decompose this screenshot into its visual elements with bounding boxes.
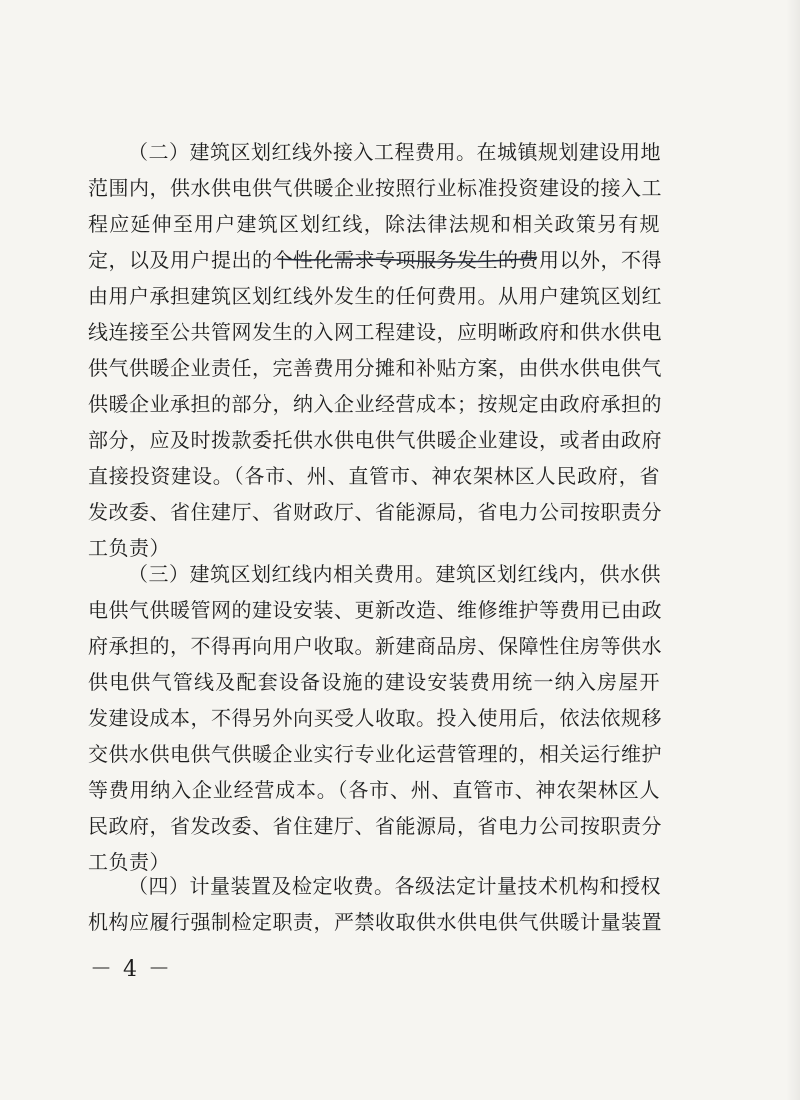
paragraph-metering-devices-fees [88,868,660,940]
paragraph-line: 电供气供暖管网的建设安装、更新改造、维修维护等费用已由政 [88,598,662,622]
paragraph-line: 发改委、省住建厅、省财政厅、省能源局，省电力公司按职责分 [88,500,662,524]
paragraph-line: （四）计量装置及检定收费。各级法定计量技术机构和授权 [128,874,661,898]
paragraph-line: 部分，应及时拨款委托供水供电供气供暖企业建设，或者由政府 [88,428,662,452]
paragraph-line: 发建设成本，不得另外向买受人收取。投入使用后，依法依规移 [88,706,662,730]
paragraph-line: （二）建筑区划红线外接入工程费用。在城镇规划建设用地 [128,140,661,164]
paragraph-line: 供暖企业承担的部分，纳入企业经营成本；按规定由政府承担的 [88,392,662,416]
paragraph-line: 等费用纳入企业经营成本。（各市、州、直管市、神农架林区人 [88,778,660,802]
paragraph-connection-fees-outside-red-line [88,134,660,566]
paragraph-line: 工负责） [88,850,170,874]
handwritten-underline [276,253,538,267]
paragraph-line: 供电供气管线及配套设备设施的建设安装费用统一纳入房屋开 [88,670,660,694]
page-number: － 4 － [90,957,172,982]
paragraph-line: 程应延伸至用户建筑区划红线，除法律法规和相关政策另有规 [88,212,660,236]
paragraph-line: 机构应履行强制检定职责，严禁收取供水供电供气供暖计量装置 [88,910,662,934]
paragraph-line: 工负责） [88,536,170,560]
paragraph-line: （三）建筑区划红线内相关费用。建筑区划红线内，供水供 [128,562,661,586]
paragraph-line: 民政府，省发改委、省住建厅、省能源局，省电力公司按职责分 [88,814,662,838]
paragraph-line: 由用户承担建筑区划红线外发生的任何费用。从用户建筑区划红 [88,284,662,308]
paragraph-line: 交供水供电供气供暖企业实行专业化运营管理的，相关运行维护 [88,742,662,766]
paragraph-line: 供气供暖企业责任，完善费用分摊和补贴方案，由供水供电供气 [88,356,662,380]
paragraph-line: 府承担的，不得再向用户收取。新建商品房、保障性住房等供水 [88,634,662,658]
paragraph-line: 直接投资建设。（各市、州、直管市、神农架林区人民政府，省 [88,464,660,488]
paragraph-line: 线连接至公共管网发生的入网工程建设，应明晰政府和供水供电 [88,320,662,344]
scan-edge-shadow [786,0,800,1100]
paragraph-line: 范围内，供水供电供气供暖企业按照行业标准投资建设的接入工 [88,176,662,200]
paragraph-fees-inside-red-line [88,556,660,880]
paragraph-line: 定，以及用户提出的个性化需求专项服务发生的费用以外，不得 [88,248,662,272]
